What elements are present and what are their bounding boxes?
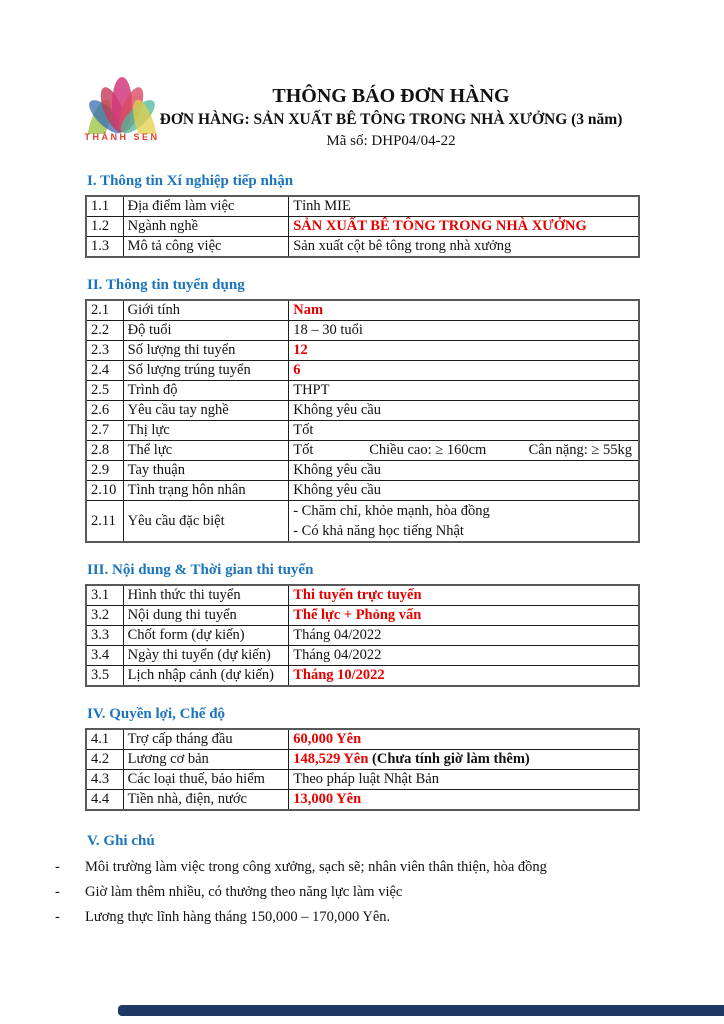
value-part: 60,000 Yên (293, 731, 362, 747)
row-number: 3.1 (86, 585, 123, 606)
row-label: Trợ cấp tháng đầu (123, 729, 289, 750)
value-part: Thể lực + Phỏng vấn (293, 607, 422, 623)
row-number: 2.3 (86, 341, 123, 361)
row-value (289, 300, 639, 321)
section-title: III. Nội dung & Thời gian thi tuyển (87, 562, 314, 578)
row-label: Yêu cầu đặc biệt (123, 501, 289, 543)
row-number: 2.5 (86, 381, 123, 401)
section-2 (85, 276, 640, 543)
row-value (289, 626, 639, 646)
row-label: Thị lực (123, 421, 289, 441)
row-value (289, 441, 639, 461)
section-5 (55, 832, 640, 930)
value-line: - Có khả năng học tiếng Nhật (293, 523, 464, 539)
section-3 (85, 561, 640, 687)
table-row (86, 341, 639, 361)
table-row (86, 729, 639, 750)
table-row (86, 300, 639, 321)
table-row (86, 321, 639, 341)
value-part: Sản xuất cột bê tông trong nhà xưởng (293, 238, 512, 254)
company-name: THÀNH SEN (84, 132, 160, 142)
info-table (85, 195, 640, 258)
row-value (289, 481, 639, 501)
table-row (86, 646, 639, 666)
table-row (86, 585, 639, 606)
document-header (0, 0, 724, 152)
table-row (86, 666, 639, 687)
section-4 (85, 705, 640, 811)
row-number: 4.3 (86, 770, 123, 790)
value-part: Tháng 04/2022 (293, 647, 382, 663)
document-title: THÔNG BÁO ĐƠN HÀNG (272, 85, 510, 107)
row-number: 2.9 (86, 461, 123, 481)
row-value (289, 501, 639, 543)
row-value (289, 750, 639, 770)
row-label: Độ tuổi (123, 321, 289, 341)
row-value (289, 606, 639, 626)
note-item (55, 855, 640, 880)
row-value (289, 237, 639, 258)
value-part: SẢN XUẤT BÊ TÔNG TRONG NHÀ XƯỞNG (293, 218, 587, 234)
info-table (85, 584, 640, 687)
info-table (85, 299, 640, 543)
section-1 (85, 172, 640, 258)
value-part: Thi tuyển trực tuyến (293, 587, 422, 603)
table-row (86, 501, 639, 543)
row-label: Lương cơ bản (123, 750, 289, 770)
note-text: Giờ làm thêm nhiều, có thưởng theo năng lực làm việc (85, 884, 403, 900)
row-label: Tiền nhà, điện, nước (123, 790, 289, 811)
note-text: Lương thực lĩnh hàng tháng 150,000 – 170,000 Yên. (85, 909, 391, 925)
row-value (289, 341, 639, 361)
table-row (86, 401, 639, 421)
row-number: 3.5 (86, 666, 123, 687)
row-number: 2.4 (86, 361, 123, 381)
row-value (289, 585, 639, 606)
row-number: 1.3 (86, 237, 123, 258)
row-value (289, 381, 639, 401)
value-spread (293, 441, 634, 460)
row-number: 3.2 (86, 606, 123, 626)
section-title: I. Thông tin Xí nghiệp tiếp nhận (87, 173, 294, 189)
row-value (289, 666, 639, 687)
value-part: 18 – 30 tuổi (293, 322, 363, 338)
row-value (289, 361, 639, 381)
note-dash: - (55, 859, 60, 875)
row-label: Nội dung thi tuyển (123, 606, 289, 626)
value-part: 12 (293, 342, 308, 358)
table-row (86, 237, 639, 258)
row-value (289, 770, 639, 790)
value-part: Tỉnh MIE (293, 198, 351, 214)
value-part: Tốt (293, 442, 314, 458)
row-number: 2.7 (86, 421, 123, 441)
value-part: 13,000 Yên (293, 791, 362, 807)
value-part: 6 (293, 362, 301, 378)
note-item (55, 880, 640, 905)
info-table (85, 728, 640, 811)
row-label: Tay thuận (123, 461, 289, 481)
row-value (289, 321, 639, 341)
value-part: Không yêu cầu (293, 402, 381, 418)
value-line: - Chăm chỉ, khỏe mạnh, hòa đồng (293, 503, 490, 519)
sections-container (55, 172, 640, 930)
section-title: V. Ghi chú (87, 833, 155, 849)
table-row (86, 217, 639, 237)
row-value (289, 461, 639, 481)
value-part: Tháng 10/2022 (293, 667, 385, 683)
footer-bar (118, 1005, 724, 1016)
row-number: 2.2 (86, 321, 123, 341)
row-value (289, 421, 639, 441)
row-value (289, 729, 639, 750)
value-part: Tháng 04/2022 (293, 627, 382, 643)
note-text: Môi trường làm việc trong công xưởng, sạch sẽ; nhân viên thân thiện, hòa đồng (85, 859, 547, 875)
value-part: Chiều cao: ≥ 160cm (369, 442, 487, 458)
row-label: Ngành nghề (123, 217, 289, 237)
table-row (86, 750, 639, 770)
row-number: 2.10 (86, 481, 123, 501)
value-part: Tốt (293, 422, 314, 438)
value-part: Cân nặng: ≥ 55kg (528, 442, 632, 458)
order-code: Mã số: DHP04/04-22 (326, 133, 456, 149)
row-label: Tình trạng hôn nhân (123, 481, 289, 501)
row-label: Hình thức thi tuyển (123, 585, 289, 606)
row-label: Địa điểm làm việc (123, 196, 289, 217)
row-value (289, 196, 639, 217)
row-label: Giới tính (123, 300, 289, 321)
section-title: IV. Quyền lợi, Chế độ (87, 706, 226, 722)
value-part: Không yêu cầu (293, 482, 381, 498)
row-number: 4.2 (86, 750, 123, 770)
note-dash: - (55, 909, 60, 925)
row-number: 2.6 (86, 401, 123, 421)
table-row (86, 196, 639, 217)
row-label: Ngày thi tuyển (dự kiến) (123, 646, 289, 666)
row-number: 3.3 (86, 626, 123, 646)
row-value (289, 401, 639, 421)
row-label: Yêu cầu tay nghề (123, 401, 289, 421)
table-row (86, 461, 639, 481)
value-part: Không yêu cầu (293, 462, 381, 478)
value-part: THPT (293, 382, 330, 398)
row-label: Số lượng trúng tuyển (123, 361, 289, 381)
row-number: 3.4 (86, 646, 123, 666)
row-number: 2.8 (86, 441, 123, 461)
row-number: 1.2 (86, 217, 123, 237)
row-label: Thể lực (123, 441, 289, 461)
row-value (289, 646, 639, 666)
table-row (86, 606, 639, 626)
table-row (86, 481, 639, 501)
row-label: Các loại thuế, bảo hiểm (123, 770, 289, 790)
table-row (86, 790, 639, 811)
table-row (86, 441, 639, 461)
lotus-flower-icon (72, 76, 172, 134)
table-row (86, 381, 639, 401)
row-value (289, 217, 639, 237)
row-label: Trình độ (123, 381, 289, 401)
table-row (86, 361, 639, 381)
row-number: 4.4 (86, 790, 123, 811)
row-value (289, 790, 639, 811)
table-row (86, 626, 639, 646)
row-label: Chốt form (dự kiến) (123, 626, 289, 646)
value-part: (Chưa tính giờ làm thêm) (368, 751, 530, 767)
value-part: Theo pháp luật Nhật Bản (293, 771, 439, 787)
table-row (86, 421, 639, 441)
value-part: Nam (293, 302, 324, 318)
row-number: 2.1 (86, 300, 123, 321)
row-label: Số lượng thi tuyển (123, 341, 289, 361)
order-subtitle: ĐƠN HÀNG: SẢN XUẤT BÊ TÔNG TRONG NHÀ XƯỞNG (3 năm) (159, 111, 623, 128)
row-label: Lịch nhập cảnh (dự kiến) (123, 666, 289, 687)
row-number: 2.11 (86, 501, 123, 543)
row-label: Mô tả công việc (123, 237, 289, 258)
note-dash: - (55, 884, 60, 900)
row-number: 4.1 (86, 729, 123, 750)
row-number: 1.1 (86, 196, 123, 217)
value-part: 148,529 Yên (293, 751, 369, 767)
section-title: II. Thông tin tuyển dụng (87, 277, 245, 293)
company-logo (66, 76, 178, 142)
table-row (86, 770, 639, 790)
note-item (55, 905, 640, 930)
